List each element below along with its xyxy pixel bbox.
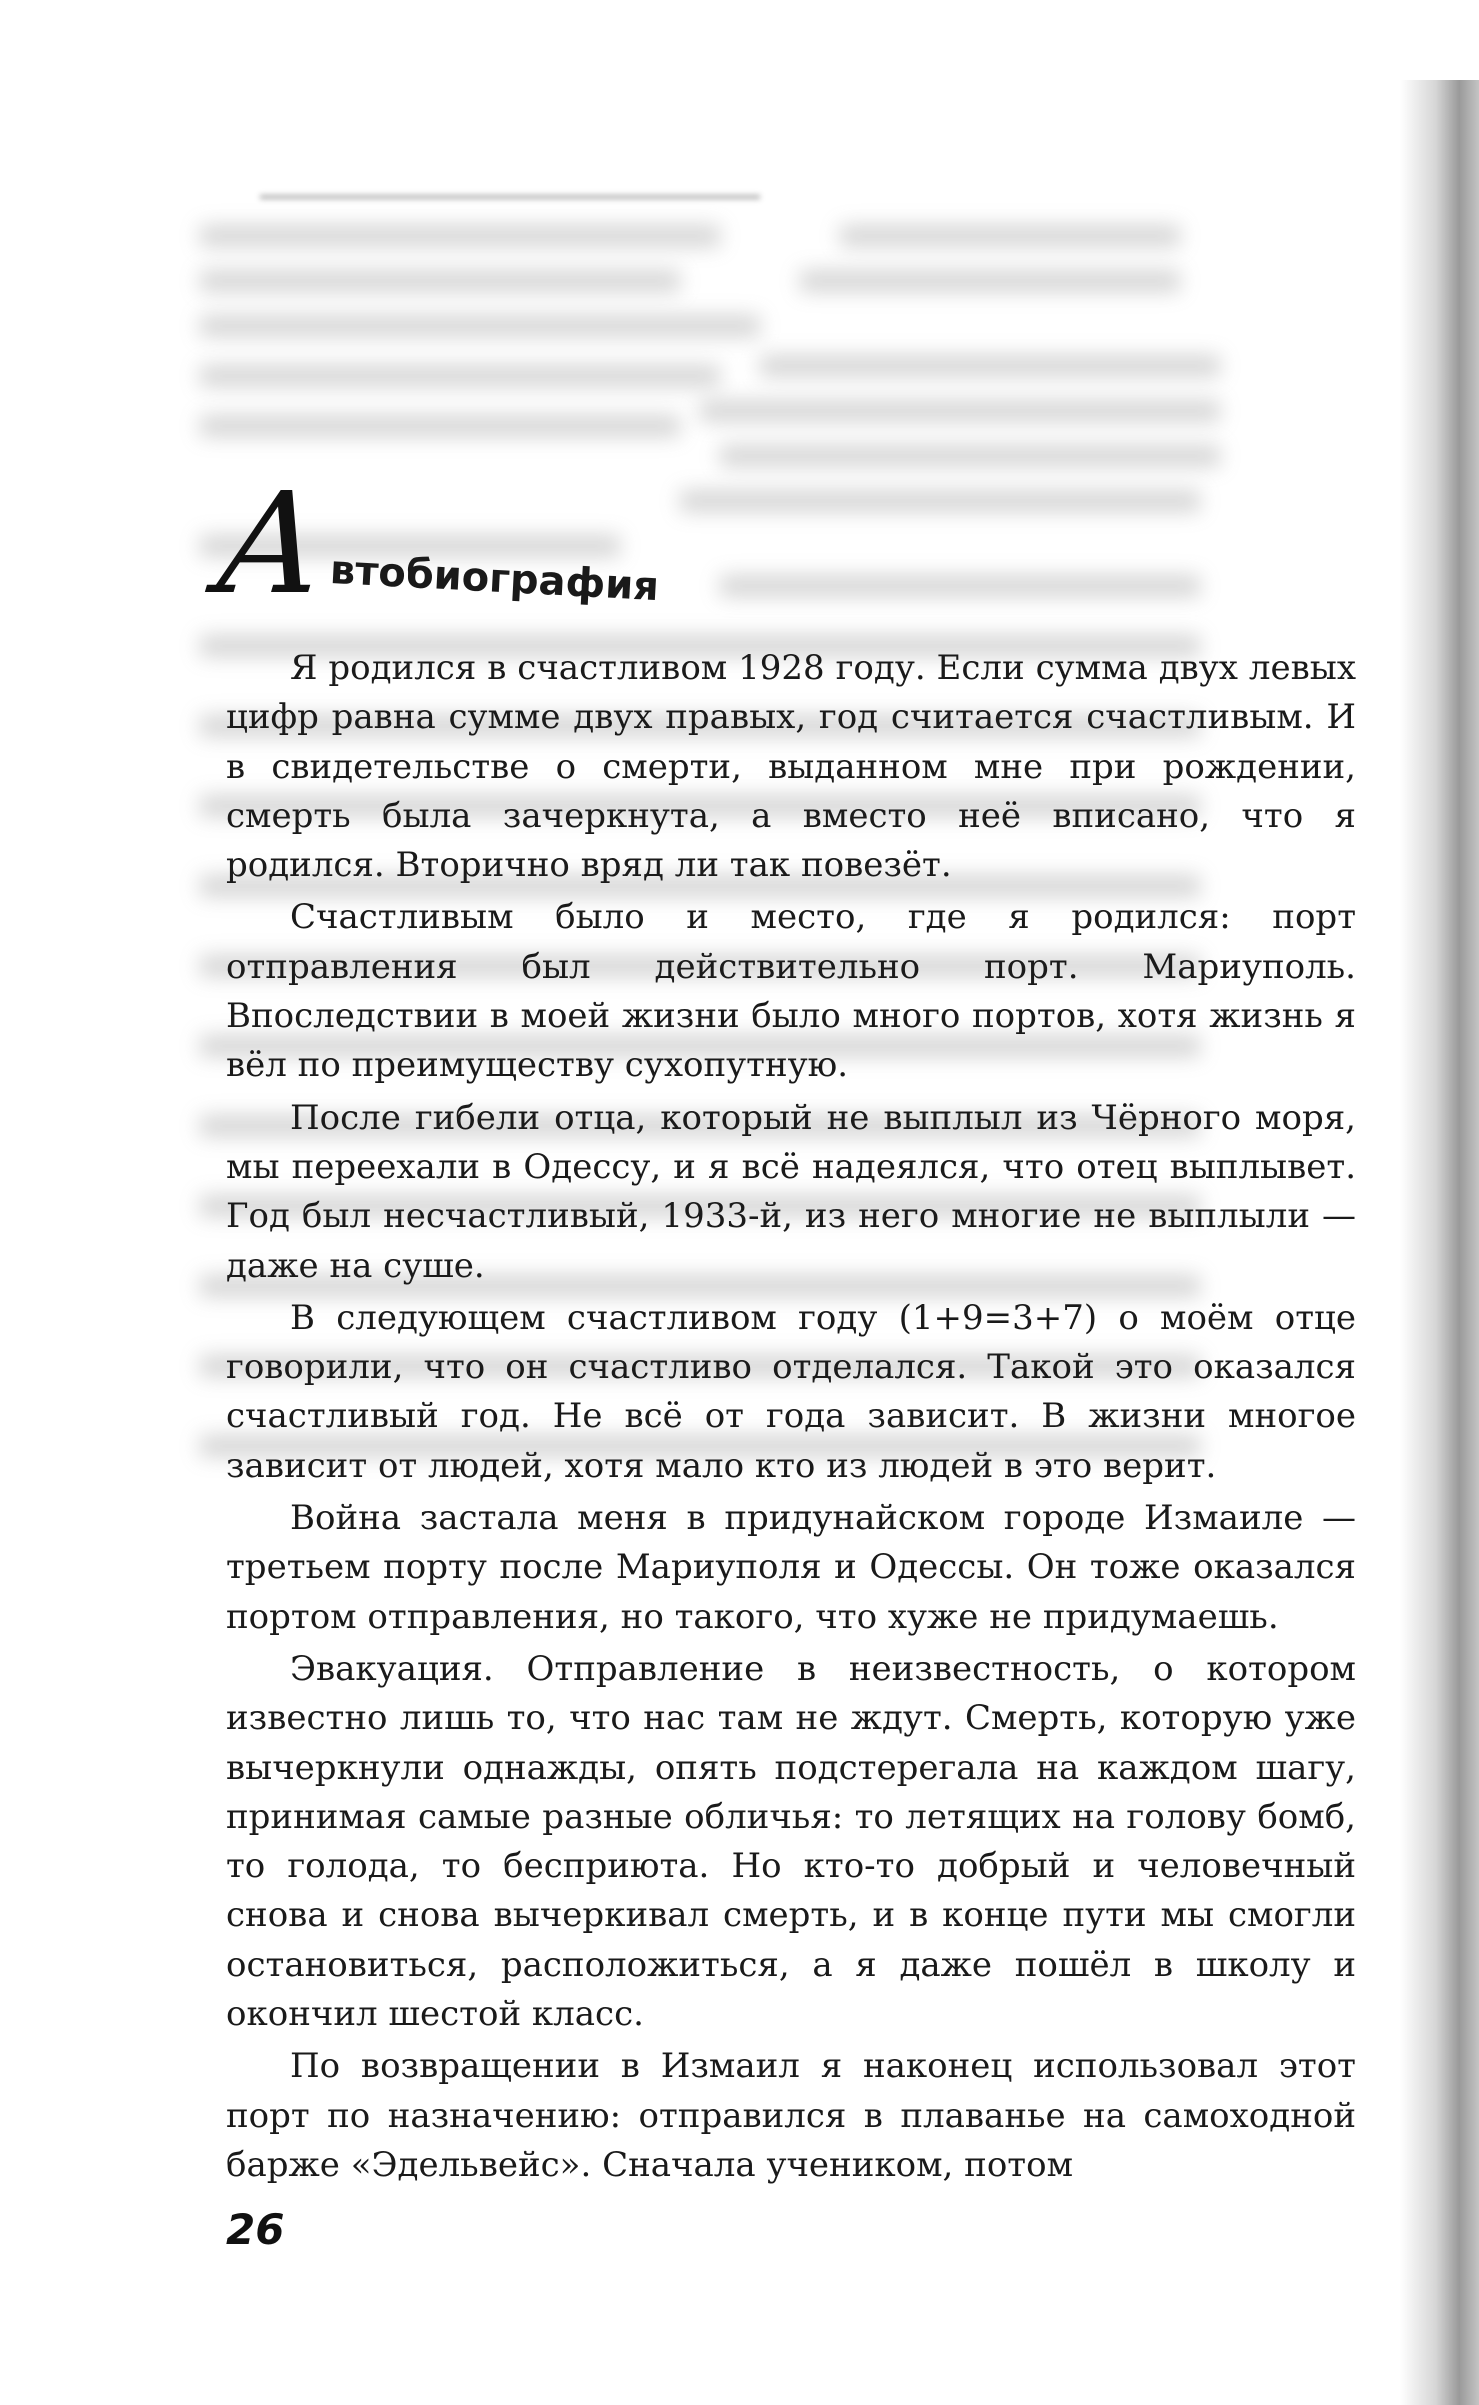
heading-drop-letter: А [209,463,333,626]
paragraph-5: Война застала меня в придунайском городе Измаиле — третьем порту после Мариуполя и Одессы. Он тоже оказался портом отправления, но такого, что хуже не придумаешь. [226,1498,1356,1637]
page-edge-shadow [1400,80,1479,2405]
paragraph-4: В следующем счастливом году (1+9=3+7) о моём отце говорили, что он счастливо отделался. Такой это оказался счастливый год. Не всё от года зависит. В жизни многое зависит от людей, хотя мало кто из людей в это верит. [226,1297,1356,1486]
chapter-heading [209,463,918,630]
paragraph-1: Я родился в счастливом 1928 году. Если сумма двух левых цифр равна сумме двух правых, год считается счастливым. И в свидетельстве о смерти, выданном мне при рождении, смерть была зачеркнута, а вместо неё вписано, что я родился. Вторично вряд ли так повезёт. [226,648,1356,886]
heading-text: втобиография [328,547,661,611]
page-number: 26 [226,2205,285,2254]
paragraph-7: По возвращении в Измаил я наконец использовал этот порт по назначению: отправился в плаванье на самоходной барже «Эдельвейс». Сначала учеником, потом [226,2046,1356,2185]
paragraph-2: Счастливым было и место, где я родился: порт отправления был действительно порт. Мариуполь. Впоследствии в моей жизни было много портов, хотя жизнь я вёл по преимуществу сухопутную. [226,897,1356,1086]
paragraph-3: После гибели отца, который не выплыл из Чёрного моря, мы переехали в Одессу, и я всё надеялся, что отец выплывет. Год был несчастливый, 1933-й, из него многие не выплыли — даже на суше. [226,1097,1356,1286]
paragraph-6: Эвакуация. Отправление в неизвестность, о котором известно лишь то, что нас там не ждут. Смерть, которую уже вычеркнули однажды, опять подстерегала на каждом шагу, принимая самые разные обличья: то летящих на голову бомб, то голода, то бесприюта. Но кто-то добрый и человечный снова и снова вычеркивал смерть, и в конце пути мы смогли остановиться, расположиться, а я даже пошёл в школу и окончил шестой класс. [226,1648,1356,2035]
body-text [226,644,1356,2193]
